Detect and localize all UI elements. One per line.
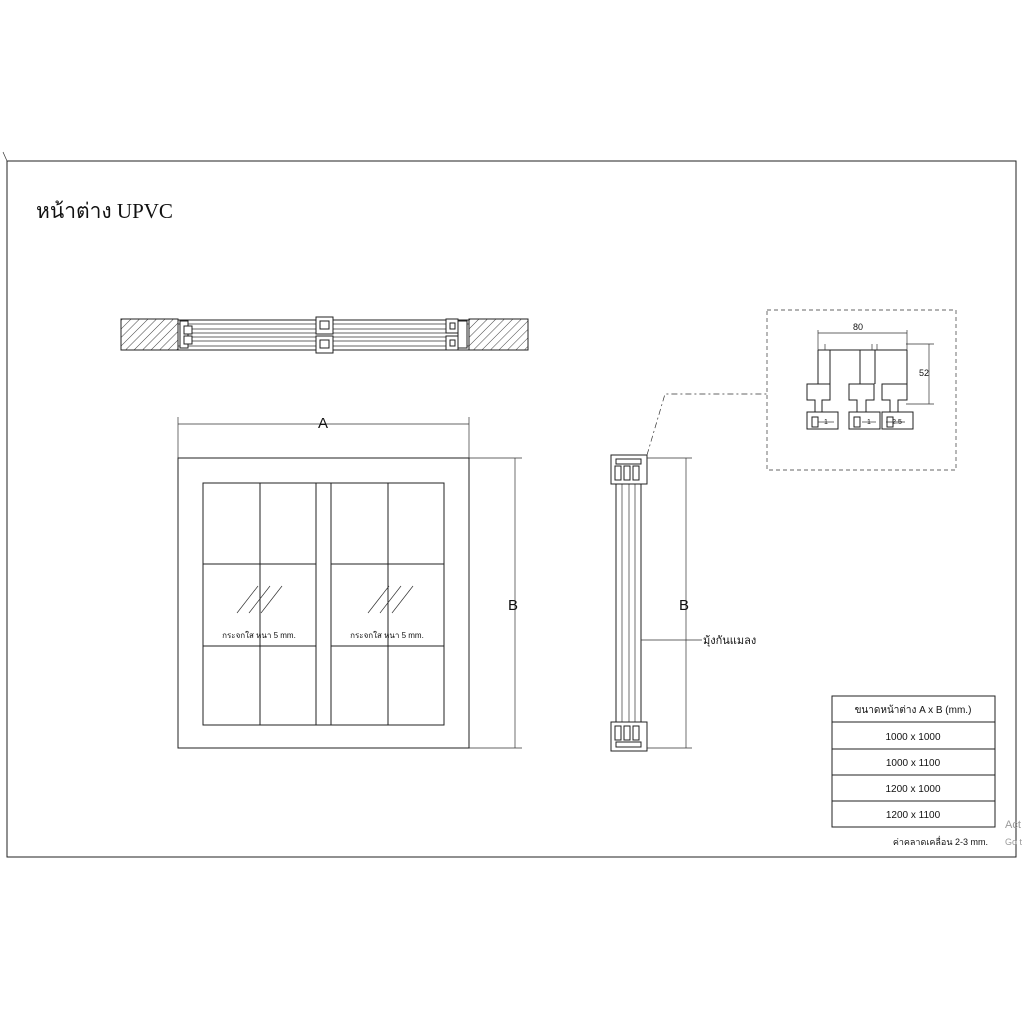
glass-note-right: กระจกใส หนา 5 mm. — [350, 631, 424, 640]
plan-view — [121, 317, 528, 353]
detail-height-label: 52 — [919, 368, 930, 378]
window-frame — [178, 458, 469, 748]
wall-right — [469, 319, 528, 350]
watermark-line-1: Act — [1005, 819, 1021, 831]
size-table-row: 1200 x 1000 — [885, 784, 941, 795]
size-table-row: 1000 x 1100 — [885, 758, 941, 769]
page-title: หน้าต่าง UPVC — [36, 199, 173, 223]
dimension-a-label: A — [317, 415, 329, 432]
detail-small-right: 2.5 — [892, 419, 902, 426]
size-table-header: ขนาดหน้าต่าง A x B (mm.) — [854, 705, 972, 716]
section-detail — [767, 310, 956, 470]
tolerance-note: ค่าคลาดเคลื่อน 2-3 mm. — [892, 837, 988, 847]
glass-mark-right — [368, 586, 413, 613]
size-table-row: 1000 x 1000 — [885, 732, 941, 743]
dimension-b-label-front: B — [507, 597, 519, 614]
detail-small-mid: 1 — [867, 419, 871, 426]
dimension-b-label-side: B — [678, 597, 690, 614]
watermark-line-2: Go t — [1005, 837, 1023, 847]
corner-mark — [3, 152, 7, 161]
size-table-row: 1200 x 1100 — [885, 810, 941, 821]
sheet-border — [7, 161, 1016, 857]
side-section — [611, 394, 767, 751]
detail-small-left: 1 — [824, 419, 828, 426]
glass-note-left: กระจกใส หนา 5 mm. — [222, 631, 296, 640]
detail-width-label: 80 — [852, 322, 864, 332]
front-elevation — [178, 417, 522, 748]
wall-left — [121, 319, 178, 350]
screen-label: มุ้งกันแมลง — [703, 635, 757, 647]
